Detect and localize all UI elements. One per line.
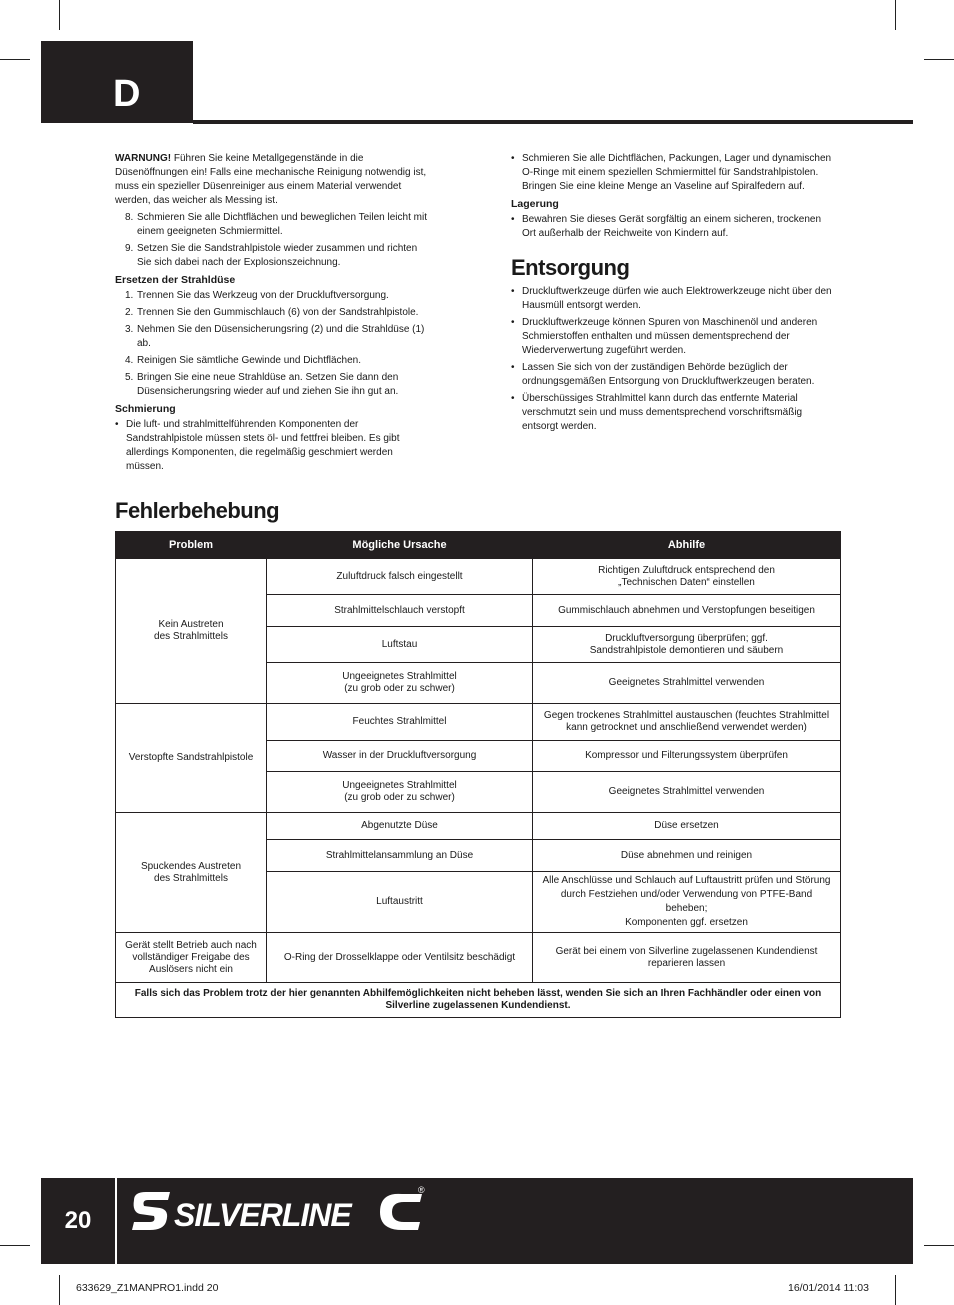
page-number: 20 <box>64 1207 92 1234</box>
crop-mark <box>924 1245 954 1246</box>
table-row <box>116 813 841 840</box>
troubleshooting-title: Fehlerbehebung <box>115 498 280 523</box>
remedy-cell: Geeignetes Strahlmittel verwenden <box>533 772 841 813</box>
problem-cell: Spuckendes Austreten des Strahlmittels <box>116 813 267 933</box>
remedy-cell: Kompressor und Filterungssystem überprüfen <box>533 741 841 772</box>
crop-mark <box>59 0 60 30</box>
cause-cell: Strahlmittelschlauch verstopft <box>267 595 533 627</box>
problem-cell: Verstopfte Sandstrahlpistole <box>116 704 267 813</box>
crop-mark <box>895 1275 896 1305</box>
cause-cell: Ungeeignetes Strahlmittel (zu grob oder zu schwer) <box>267 772 533 813</box>
crop-mark <box>924 59 954 60</box>
column-header-problem: Problem <box>116 532 267 559</box>
logo-text: SILVERLINE <box>174 1197 351 1233</box>
table-row <box>116 704 841 741</box>
cleaning-steps <box>115 211 433 270</box>
list-item: 5. Bringen Sie eine neue Strahldüse an. Setzen Sie dann den Düsensicherungsring wieder auf und ziehen Sie ihn gut an. <box>125 372 399 397</box>
crop-mark <box>0 59 30 60</box>
cause-cell: Luftaustritt <box>267 872 533 933</box>
lubrication-heading: Schmierung <box>115 403 176 415</box>
cause-cell: Strahlmittelansammlung an Düse <box>267 840 533 872</box>
cause-cell: Abgenutzte Düse <box>267 813 533 840</box>
disposal-bullets <box>511 285 833 434</box>
column-header-cause: Mögliche Ursache <box>267 532 533 559</box>
remedy-cell: Gegen trockenes Strahlmittel austauschen (feuchtes Strahlmittel kann getrocknet und anschließend verwendet werden) <box>533 704 841 741</box>
silverline-logo <box>130 1186 430 1236</box>
cause-cell: O-Ring der Drosselklappe oder Ventilsitz beschädigt <box>267 933 533 983</box>
remedy-cell: Richtigen Zuluftdruck entsprechend den „Technischen Daten“ einstellen <box>533 559 841 595</box>
list-item: 1. Trennen Sie das Werkzeug von der Druckluftversorgung. <box>125 290 389 301</box>
right-column <box>511 152 833 437</box>
nozzle-heading: Ersetzen der Strahldüse <box>115 274 236 286</box>
table-footer-row <box>116 983 841 1018</box>
remedy-cell: Alle Anschlüsse und Schlauch auf Luftaustritt prüfen und Störung durch Festziehen und/oder Verwendung von PTFE-Band beheben; Komponenten ggf. ersetzen <box>533 872 841 933</box>
list-item: • Bewahren Sie dieses Gerät sorgfältig an einem sicheren, trockenen Ort außerhalb der Reichweite von Kindern auf. <box>511 213 833 241</box>
remedy-cell: Druckluftversorgung überprüfen; ggf. Sandstrahlpistole demontieren und säubern <box>533 627 841 663</box>
cause-cell: Ungeeignetes Strahlmittel (zu grob oder zu schwer) <box>267 663 533 704</box>
list-item: 4. Reinigen Sie sämtliche Gewinde und Dichtflächen. <box>125 355 362 366</box>
warning-text: Führen Sie keine Metallgegenstände in die Düsenöffnungen ein! Falls eine mechanische Reinigung notwendig ist, muss ein spezieller Düsenreiniger aus einem Material verwendet werden, das weicher als Messing ist. <box>115 153 427 206</box>
column-header-remedy: Abhilfe <box>533 532 841 559</box>
slug-file: 633629_Z1MANPRO1.indd 20 <box>76 1282 219 1294</box>
slug-timestamp: 16/01/2014 11:03 <box>788 1282 869 1294</box>
list-item: 2. Trennen Sie den Gummischlauch (6) von der Sandstrahlpistole. <box>125 307 419 318</box>
remedy-cell: Düse ersetzen <box>533 813 841 840</box>
list-item: • Druckluftwerkzeuge dürfen wie auch Elektrowerkzeuge nicht über den Hausmüll entsorgt werden. <box>511 285 833 313</box>
list-item: 9. Setzen Sie die Sandstrahlpistole wieder zusammen und richten Sie sich dabei nach der Explosionszeichnung. <box>125 243 418 268</box>
header-rule <box>193 120 913 124</box>
cause-cell: Luftstau <box>267 627 533 663</box>
remedy-cell: Gerät bei einem von Silverline zugelassenen Kundendienst reparieren lassen <box>533 933 841 983</box>
lubrication-bullets-continued <box>511 152 833 194</box>
remedy-cell: Gummischlauch abnehmen und Verstopfungen beseitigen <box>533 595 841 627</box>
table-header-row <box>116 532 841 559</box>
footer-divider <box>115 1178 117 1264</box>
crop-mark <box>0 1245 30 1246</box>
problem-cell: Gerät stellt Betrieb auch nach vollständiger Freigabe des Auslösers nicht ein <box>116 933 267 983</box>
storage-heading: Lagerung <box>511 198 559 210</box>
problem-cell: Kein Austreten des Strahlmittels <box>116 559 267 704</box>
warning-label: WARNUNG! <box>115 153 172 164</box>
nozzle-steps <box>115 289 433 399</box>
cause-cell: Zuluftdruck falsch eingestellt <box>267 559 533 595</box>
list-item: • Die luft- und strahlmittelführenden Komponenten der Sandstrahlpistole müssen stets öl- und fettfrei bleiben. Es gibt allerdings Komponenten, die regelmäßig geschmiert werden müssen. <box>115 418 433 474</box>
table-row <box>116 933 841 983</box>
list-item: 8. Schmieren Sie alle Dichtflächen und beweglichen Teilen leicht mit einem geeigneten Schmiermittel. <box>125 212 427 237</box>
list-item: • Überschüssiges Strahlmittel kann durch das entfernte Material verschmutzt sein und muss dementsprechend vorschriftsmäßig entsorgt werden. <box>511 392 833 434</box>
list-item: • Schmieren Sie alle Dichtflächen, Packungen, Lager und dynamischen O-Ringe mit einem speziellen Schmiermittel für Sandstrahlpistolen. Bringen Sie eine kleine Menge an Vaseline auf Spiralfedern auf. <box>511 152 833 194</box>
remedy-cell: Düse abnehmen und reinigen <box>533 840 841 872</box>
footer-note: Falls sich das Problem trotz der hier genannten Abhilfemöglichkeiten nicht beheben lässt, wenden Sie sich an Ihren Fachhändler oder einen von Silverline zugelassenen Kundendienst. <box>116 983 841 1018</box>
left-column <box>115 152 433 477</box>
cause-cell: Feuchtes Strahlmittel <box>267 704 533 741</box>
disposal-heading: Entsorgung <box>511 255 630 280</box>
lubrication-bullets <box>115 418 433 474</box>
remedy-cell: Geeignetes Strahlmittel verwenden <box>533 663 841 704</box>
storage-bullets <box>511 213 833 241</box>
list-item: • Druckluftwerkzeuge können Spuren von Maschinenöl und anderen Schmierstoffen enthalten und müssen dementsprechend der Wiederverwertung zugeführt werden. <box>511 316 833 358</box>
crop-mark <box>59 1275 60 1305</box>
registered-mark: ® <box>418 1185 425 1195</box>
warning-paragraph <box>115 152 433 208</box>
crop-mark <box>895 0 896 30</box>
list-item: • Lassen Sie sich von der zuständigen Behörde bezüglich der ordnungsgemäßen Entsorgung von Druckluftwerkzeugen beraten. <box>511 361 833 389</box>
language-tab <box>41 41 193 123</box>
table-row <box>116 559 841 595</box>
language-code: D <box>113 73 141 115</box>
cause-cell: Wasser in der Druckluftversorgung <box>267 741 533 772</box>
troubleshooting-table <box>115 531 841 1018</box>
list-item: 3. Nehmen Sie den Düsensicherungsring (2) und die Strahldüse (1) ab. <box>125 324 425 349</box>
